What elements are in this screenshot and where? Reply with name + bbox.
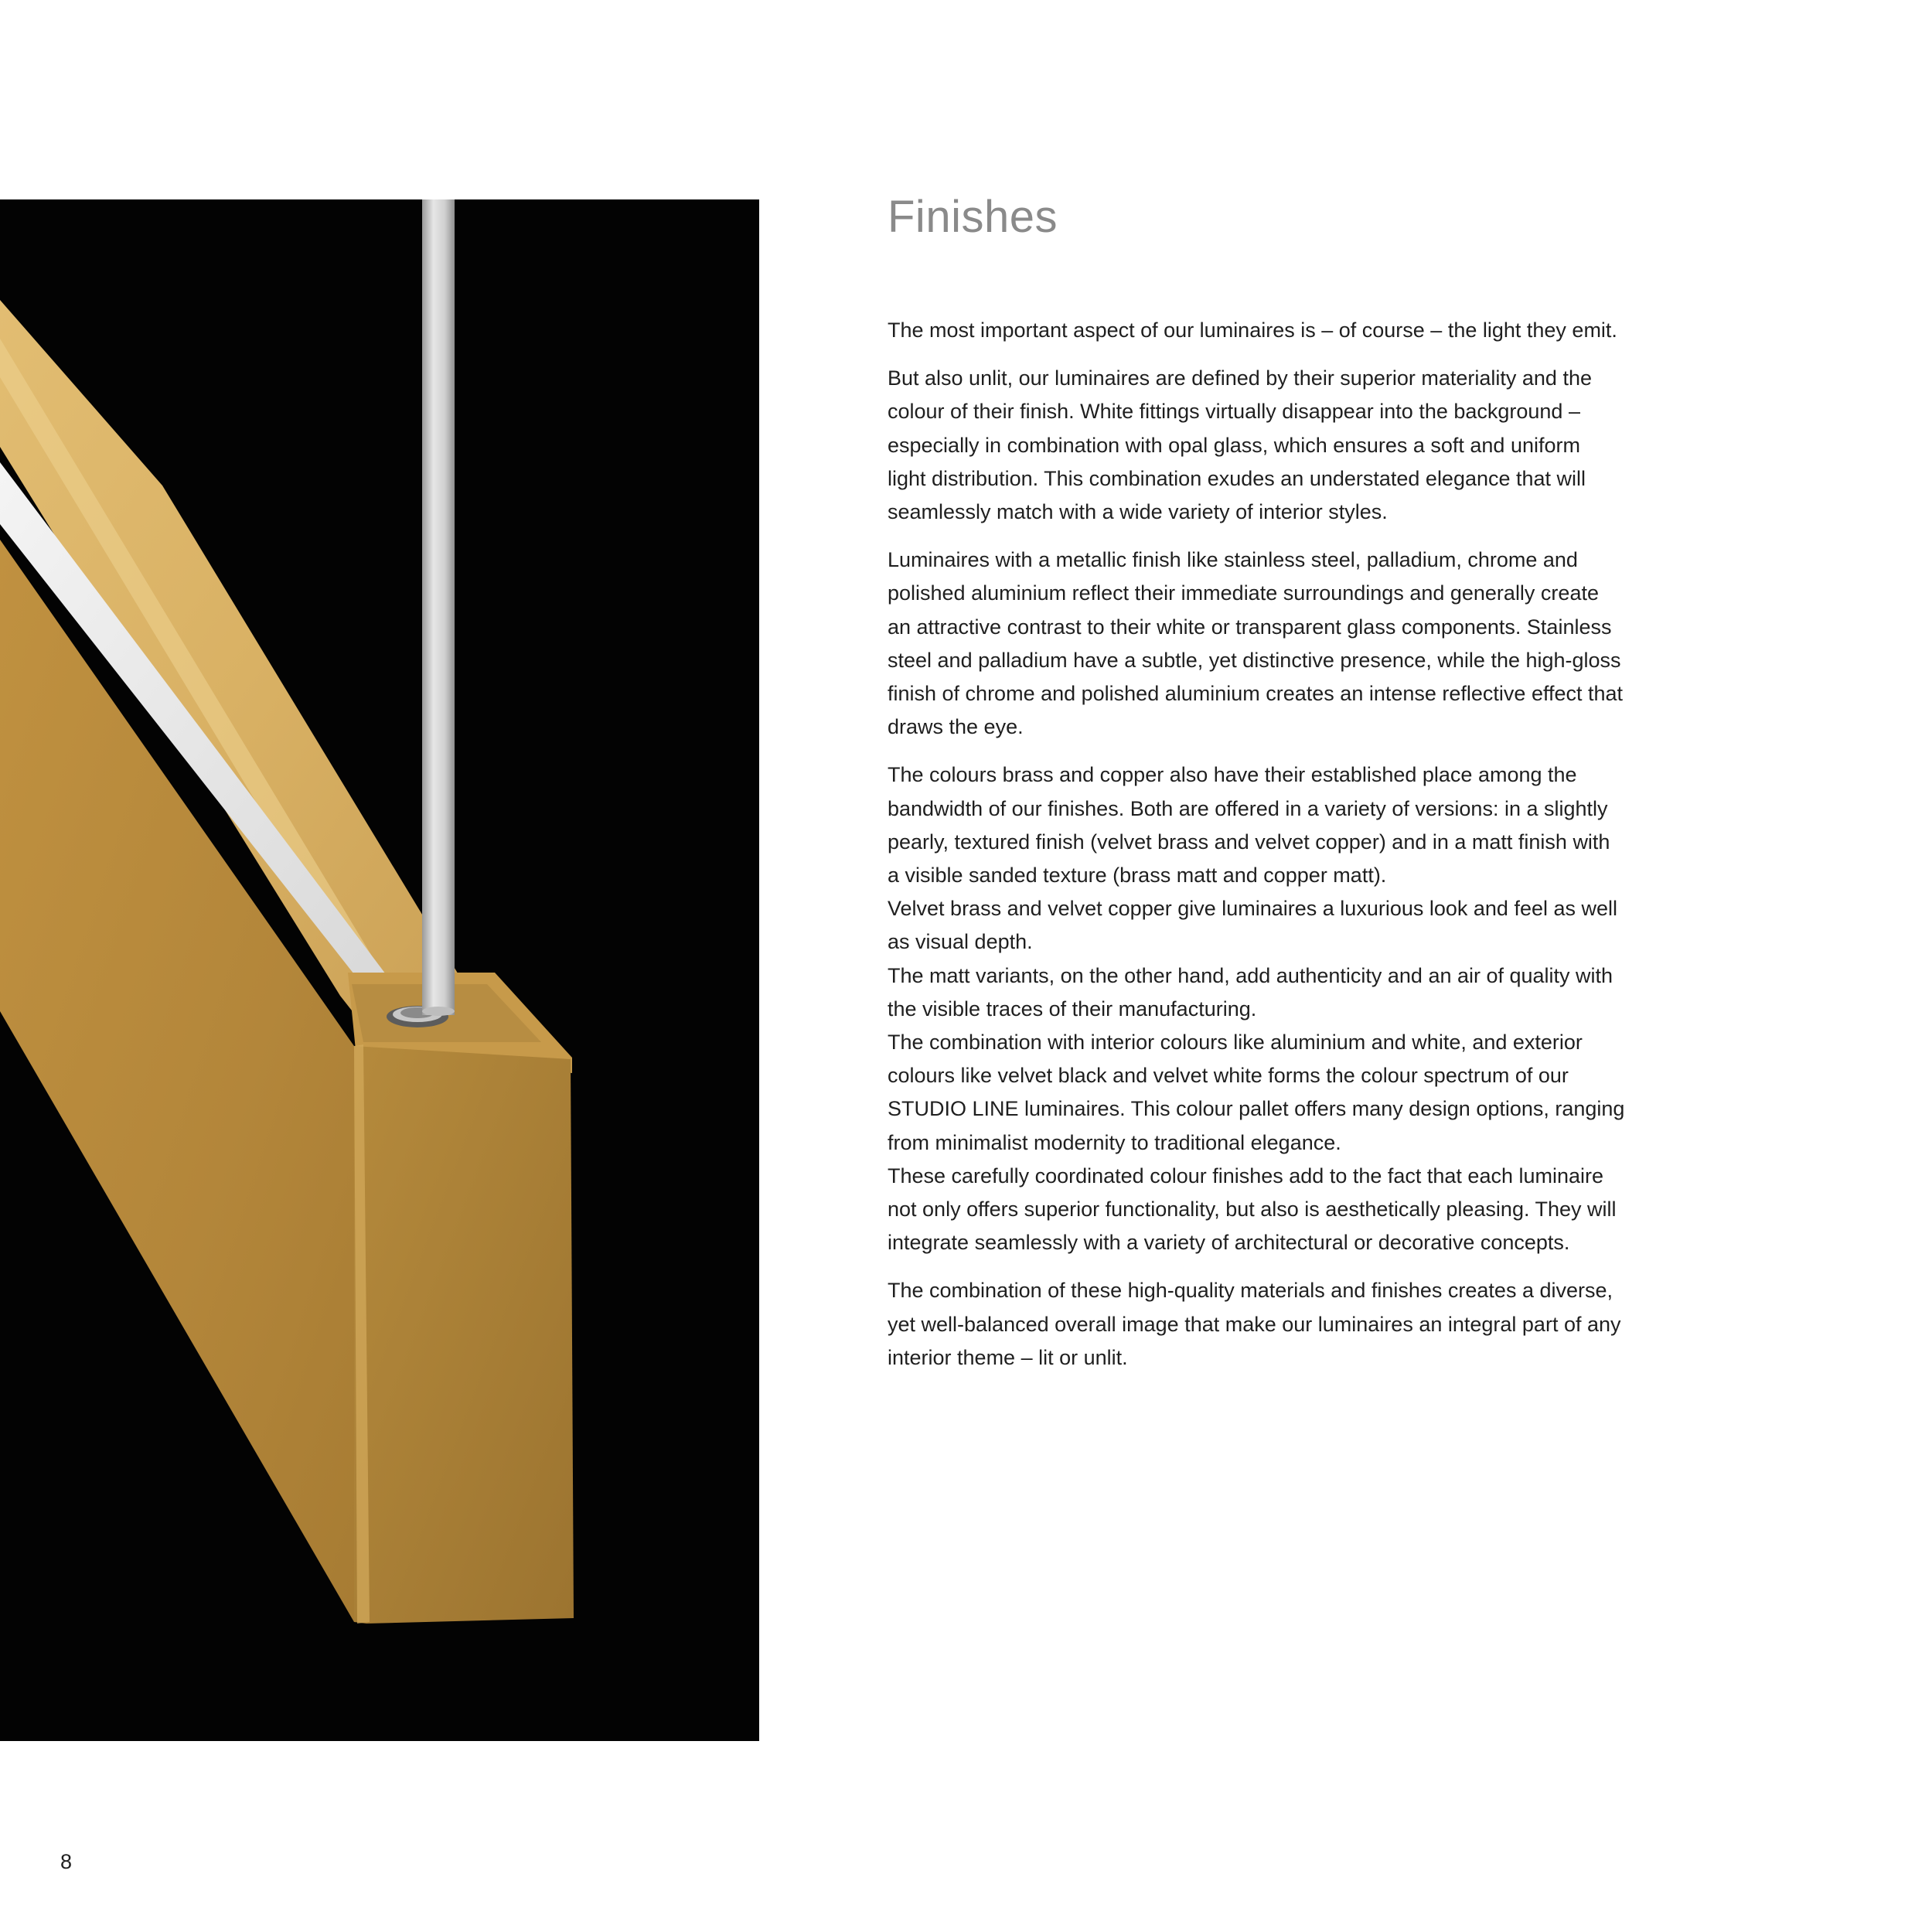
page-title: Finishes xyxy=(888,192,1058,242)
text-line: pearly, textured finish (velvet brass and velvet copper) and in a matt finish with xyxy=(888,830,1610,854)
text-line: seamlessly match with a wide variety of interior styles. xyxy=(888,500,1388,524)
text-line: Luminaires with a metallic finish like stainless steel, palladium, chrome and xyxy=(888,548,1578,572)
text-line: light distribution. This combination exudes an understated elegance that will xyxy=(888,466,1586,490)
text-line: colours like velvet black and velvet white forms the colour spectrum of our xyxy=(888,1064,1569,1088)
paragraph-2 xyxy=(888,362,1707,529)
page-number: 8 xyxy=(60,1850,73,1873)
text-line: steel and palladium have a subtle, yet distinctive presence, while the high-gloss xyxy=(888,648,1621,672)
text-line: an attractive contrast to their white or transparent glass components. Stainless xyxy=(888,615,1612,639)
text-line: The combination of these high-quality materials and finishes creates a diverse, xyxy=(888,1279,1613,1303)
paragraph-1 xyxy=(888,314,1707,347)
text-line: not only offers superior functionality, but also is aesthetically pleasing. They will xyxy=(888,1198,1617,1222)
text-line: yet well-balanced overall image that make our luminaires an integral part of any xyxy=(888,1312,1621,1336)
finishes-section xyxy=(888,192,1707,1389)
paragraph-3 xyxy=(888,543,1707,744)
body-text xyxy=(888,314,1707,1375)
text-line: The colours brass and copper also have their established place among the xyxy=(888,763,1577,787)
text-line: But also unlit, our luminaires are defined by their superior materiality and the xyxy=(888,366,1592,390)
text-line: These carefully coordinated colour finishes add to the fact that each luminaire xyxy=(888,1164,1604,1187)
text-line: draws the eye. xyxy=(888,715,1024,739)
text-line: The most important aspect of our luminaires is – of course – the light they emit. xyxy=(888,319,1617,342)
luminaire-illustration xyxy=(0,199,759,1741)
text-line: the visible traces of their manufacturing. xyxy=(888,997,1257,1021)
product-photo xyxy=(0,199,759,1741)
text-line: as visual depth. xyxy=(888,930,1033,954)
text-line: The combination with interior colours like aluminium and white, and exterior xyxy=(888,1031,1583,1055)
text-line: a visible sanded texture (brass matt and copper matt). xyxy=(888,864,1387,888)
text-line: STUDIO LINE luminaires. This colour pallet offers many design options, ranging xyxy=(888,1097,1625,1121)
text-line: The matt variants, on the other hand, add authenticity and an air of quality with xyxy=(888,963,1613,987)
text-line: especially in combination with opal glass, which ensures a soft and uniform xyxy=(888,433,1580,457)
text-line: interior theme – lit or unlit. xyxy=(888,1345,1128,1369)
paragraph-5 xyxy=(888,1274,1707,1375)
text-line: colour of their finish. White fittings virtually disappear into the background – xyxy=(888,400,1580,424)
text-line: polished aluminium reflect their immediate surroundings and generally create xyxy=(888,581,1599,605)
text-line: integrate seamlessly with a variety of architectural or decorative concepts. xyxy=(888,1231,1570,1255)
paragraph-4 xyxy=(888,758,1707,1259)
text-line: Velvet brass and velvet copper give luminaires a luxurious look and feel as well xyxy=(888,897,1618,921)
text-line: bandwidth of our finishes. Both are offered in a variety of versions: in a slightly xyxy=(888,796,1608,820)
text-line: from minimalist modernity to traditional elegance. xyxy=(888,1130,1341,1154)
text-line: finish of chrome and polished aluminium creates an intense reflective effect that xyxy=(888,682,1624,706)
